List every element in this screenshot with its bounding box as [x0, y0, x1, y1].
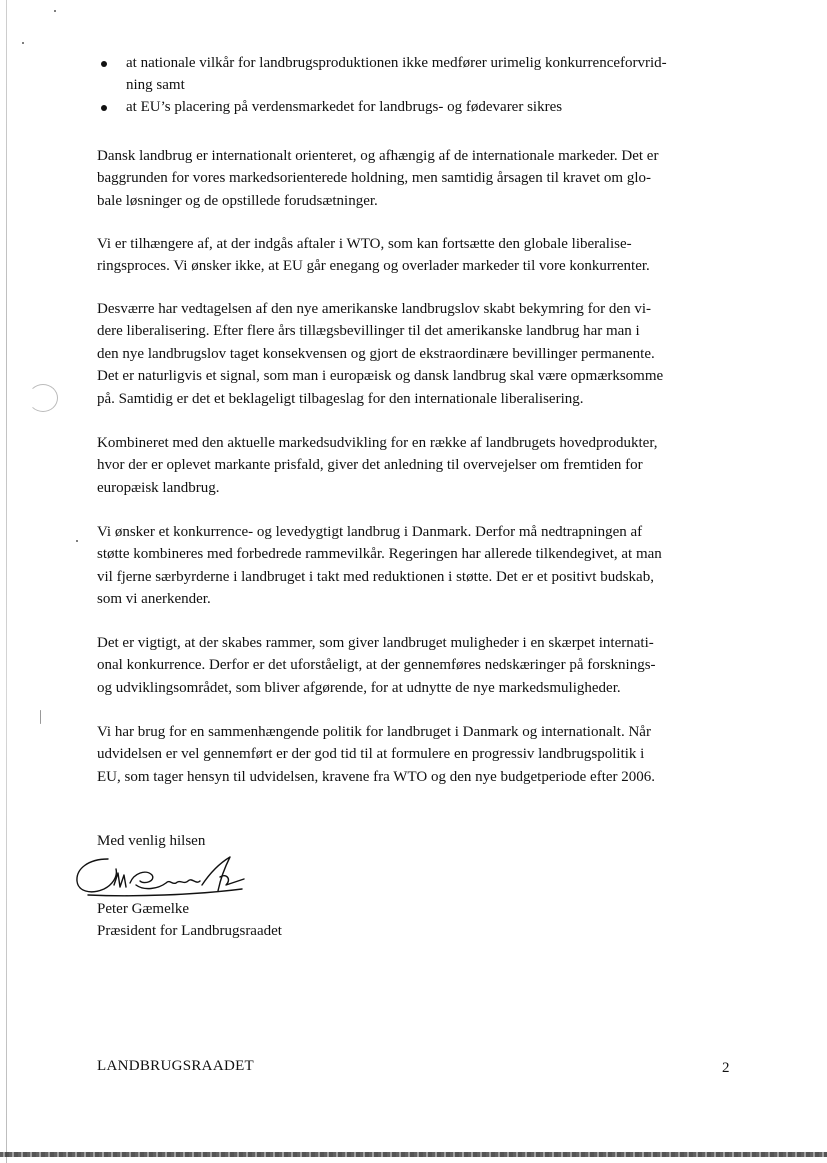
- text-line: ringsproces. Vi ønsker ikke, at EU går enegang og overlader markeder til vore konkurrenter.: [97, 258, 650, 275]
- scan-edge-bottom: [0, 1152, 827, 1157]
- bullet-line: at nationale vilkår for landbrugsproduktionen ikke medfører urimelig konkurrenceforvrid-: [126, 55, 667, 71]
- text-line: EU, som tager hensyn til udvidelsen, kravene fra WTO og den nye budgetperiode efter 2006.: [97, 768, 656, 785]
- signer-name: Peter Gæmelke: [97, 901, 190, 917]
- text-line: som vi anerkender.: [97, 591, 211, 608]
- scan-edge-left: [6, 0, 7, 1163]
- text-line: hvor der er oplevet markante prisfald, giver det anledning til overvejelser om fremtiden for: [97, 457, 643, 474]
- paragraph-wto: [97, 233, 743, 278]
- text-line: Dansk landbrug er internationalt orienteret, og afhængig af de internationale markeder. Det er: [97, 148, 659, 164]
- text-line: Kombineret med den aktuelle markedsudvikling for en række af landbrugets hovedprodukter,: [97, 435, 658, 451]
- text-line: Desværre har vedtagelsen af den nye amerikanske landbrugslov skabt bekymring for den vi-: [97, 301, 651, 317]
- text-line: og udviklingsområdet, som bliver afgørende, for at udnytte de nye markedsmuligheder.: [97, 679, 621, 696]
- punch-hole-mark: [28, 384, 58, 412]
- text-line: baggrunden for vores markedsorienterede holdning, men samtidig årsagen til kravet om glo-: [97, 170, 652, 187]
- paragraph-market-development: [97, 432, 743, 499]
- text-line: Vi er tilhængere af, at der indgås aftaler i WTO, som kan fortsætte den globale liberalise-: [97, 236, 632, 252]
- text-line: dere liberalisering. Efter flere års tillægsbevillinger til det amerikanske landbrug har man i: [97, 323, 640, 340]
- paragraph-research: [97, 632, 743, 699]
- text-line: vil fjerne særbyrderne i landbruget i takt med reduktionen i støtte. Det er et positivt budskab,: [97, 568, 654, 585]
- bullet-line: at EU’s placering på verdensmarkedet for landbrugs- og fødevarer sikres: [126, 99, 563, 115]
- page-number: 2: [722, 1060, 730, 1076]
- signer-title: Præsident for Landbrugsraadet: [97, 923, 282, 939]
- bullet-dot-icon: [101, 105, 107, 111]
- bullet-dot-icon: [101, 61, 107, 67]
- bullet-item: [97, 96, 747, 118]
- paragraph-competitiveness: [97, 521, 743, 611]
- text-line: Vi ønsker et konkurrence- og levedygtigt landbrug i Danmark. Derfor må nedtrapningen af: [97, 524, 643, 540]
- bullet-line: ning samt: [126, 77, 185, 93]
- bullet-item: [97, 52, 747, 96]
- text-line: bale løsninger og de opstillede forudsætninger.: [97, 192, 378, 209]
- text-line: støtte kombineres med forbedrede rammevilkår. Regeringen har allerede tilkendegivet, at man: [97, 546, 662, 563]
- footer-organization: LANDBRUGSRAADET: [97, 1058, 255, 1074]
- text-line: Det er naturligvis et signal, som man i europæisk og dansk landbrug skal være opmærksomme: [97, 368, 664, 385]
- paragraph-markets: [97, 145, 743, 212]
- text-line: udvidelsen er vel gennemført er der god tid til at formulere en progressiv landbrugspolitik i: [97, 746, 645, 763]
- scan-speck: [40, 710, 41, 724]
- text-line: Vi har brug for en sammenhængende politik for landbruget i Danmark og internationalt. Når: [97, 724, 651, 740]
- paragraph-us-farm-bill: [97, 298, 743, 410]
- text-line: på. Samtidig er det et beklageligt tilbageslag for den internationale liberalisering.: [97, 390, 584, 407]
- closing-salutation: Med venlig hilsen: [97, 833, 206, 849]
- text-line: onal konkurrence. Derfor er det uforståeligt, at der gennemføres nedskæringer på forsknings-: [97, 657, 656, 674]
- bullet-list: [97, 52, 747, 118]
- scan-speck: [22, 42, 24, 44]
- text-line: Det er vigtigt, at der skabes rammer, som giver landbruget muligheder i en skærpet internati-: [97, 635, 654, 651]
- text-line: den nye landbrugslov taget konsekvensen og gjort de ekstraordinære bevillinger permanente.: [97, 345, 655, 362]
- paragraph-coherent-policy: [97, 721, 743, 788]
- text-line: europæisk landbrug.: [97, 479, 220, 496]
- scan-speck: [54, 10, 56, 12]
- scan-speck: [76, 540, 78, 542]
